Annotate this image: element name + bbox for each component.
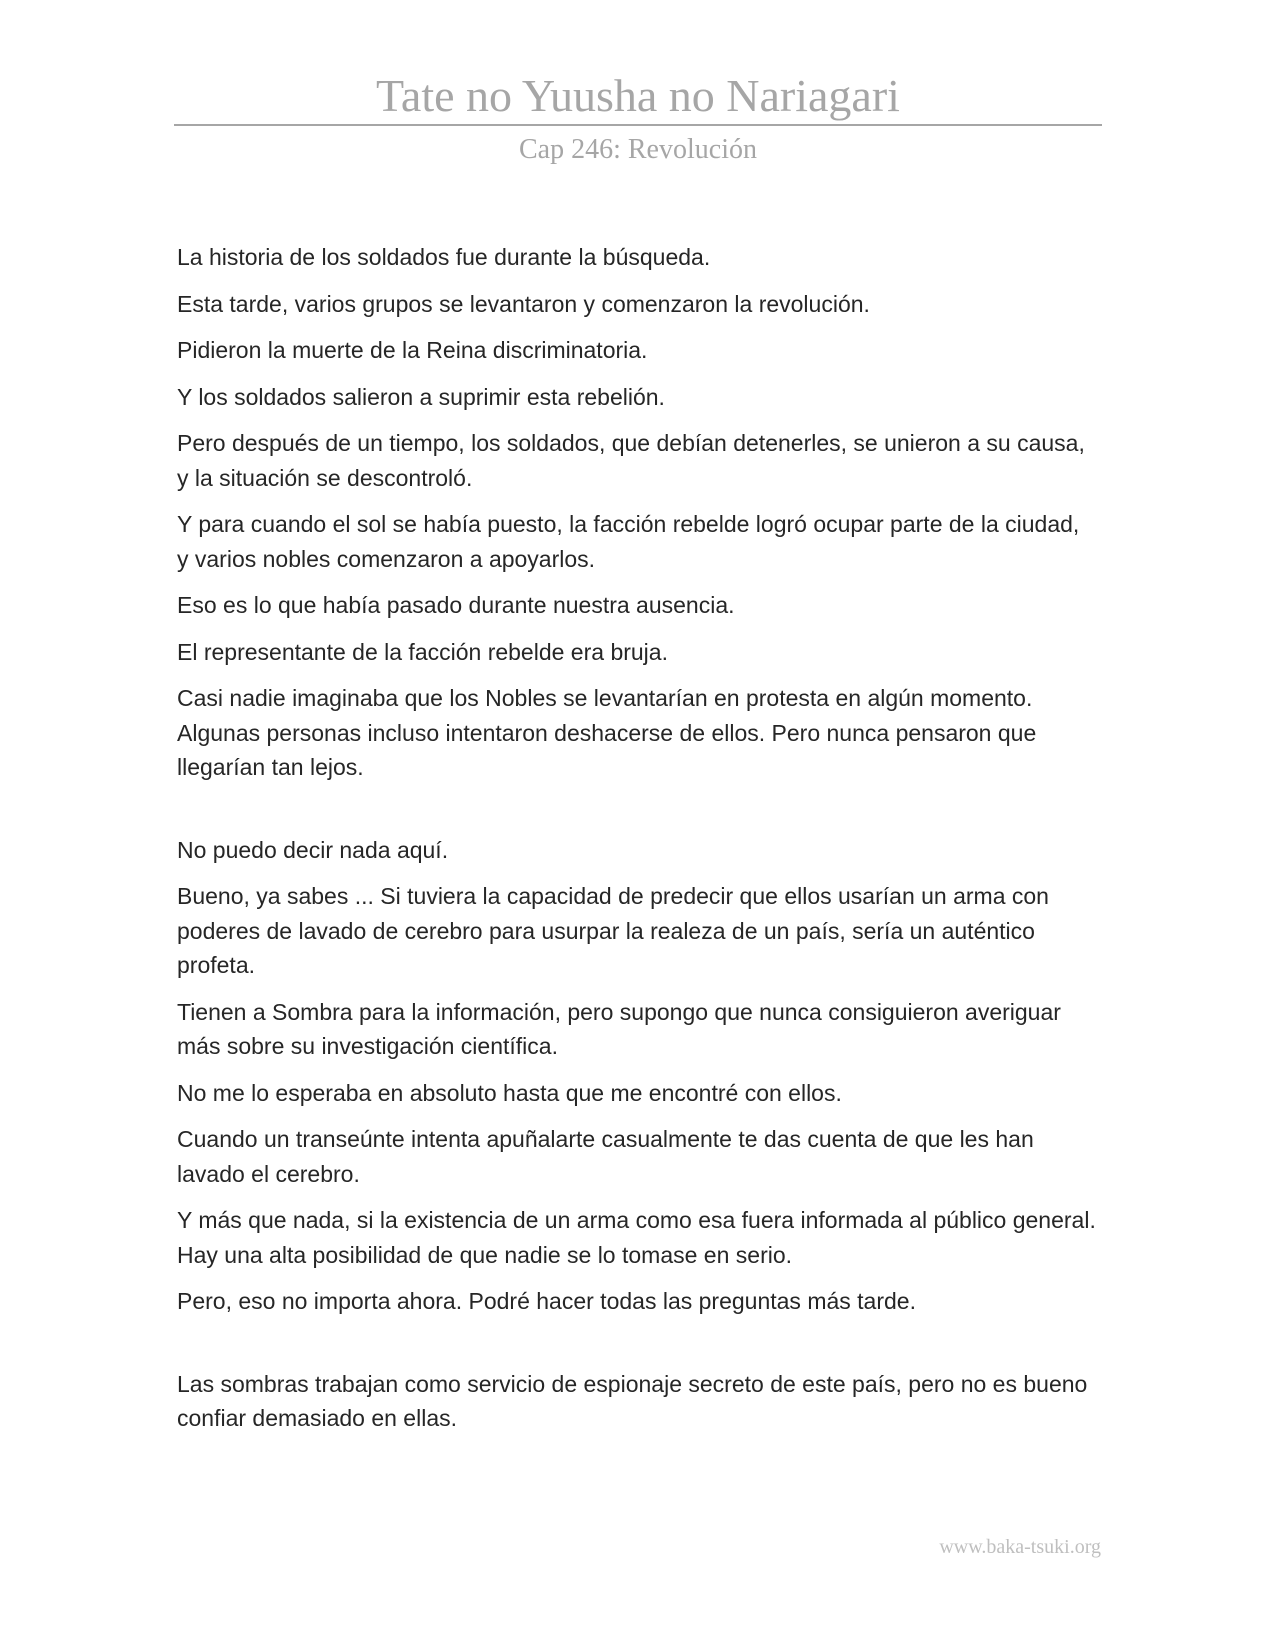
paragraph: La historia de los soldados fue durante la búsqueda.	[177, 244, 711, 270]
paragraph: No me lo esperaba en absoluto hasta que me encontré con ellos.	[177, 1079, 842, 1106]
paragraph: Las sombras trabajan como servicio de espionaje secreto de este país, pero no es bueno confiar demasiado en ellas.	[177, 1370, 1088, 1431]
paragraph: El representante de la facción rebelde era bruja.	[177, 638, 668, 665]
paragraph: Tienen a Sombra para la información, pero supongo que nunca consiguieron averiguar más sobre su investigación científica.	[177, 998, 1061, 1059]
chapter-subtitle: Cap 246: Revolución	[519, 134, 757, 165]
paragraph: Eso es lo que había pasado durante nuestra ausencia.	[177, 592, 735, 618]
paragraph: Pero, eso no importa ahora. Podré hacer todas las preguntas más tarde.	[177, 1288, 916, 1314]
paragraph: Bueno, ya sabes ... Si tuviera la capacidad de predecir que ellos usarían un arma con poderes de lavado de cerebro para usurpar la realeza de un país, sería un auténtico profeta.	[177, 883, 1049, 978]
paragraph: Esta tarde, varios grupos se levantaron y comenzaron la revolución.	[177, 290, 870, 317]
paragraph: Pero después de un tiempo, los soldados, que debían detenerles, se unieron a su causa, y la situación se descontroló.	[177, 430, 1085, 491]
paragraph: Y más que nada, si la existencia de un arma como esa fuera informada al público general. Hay una alta posibilidad de que nadie se lo tomase en serio.	[177, 1207, 1096, 1268]
paragraph: Pidieron la muerte de la Reina discriminatoria.	[177, 337, 648, 363]
footer-url: www.baka-tsuki.org	[939, 1536, 1101, 1558]
page-header	[174, 68, 1102, 168]
chapter-body	[177, 240, 1097, 1448]
paragraph: No puedo decir nada aquí.	[177, 836, 449, 863]
title-divider	[174, 124, 1102, 126]
paragraph: Cuando un transeúnte intenta apuñalarte casualmente te das cuenta de que les han lavado el cerebro.	[177, 1126, 1034, 1187]
document-title: Tate no Yuusha no Nariagari	[376, 70, 900, 121]
paragraph: Y los soldados salieron a suprimir esta rebelión.	[177, 383, 665, 410]
paragraph: Y para cuando el sol se había puesto, la facción rebelde logró ocupar parte de la ciudad, y varios nobles comenzaron a apoyarlos.	[177, 511, 1080, 572]
paragraph: Casi nadie imaginaba que los Nobles se levantarían en protesta en algún momento. Algunas personas incluso intentaron deshacerse de ellos. Pero nunca pensaron que llegarían tan lejos.	[177, 685, 1037, 780]
